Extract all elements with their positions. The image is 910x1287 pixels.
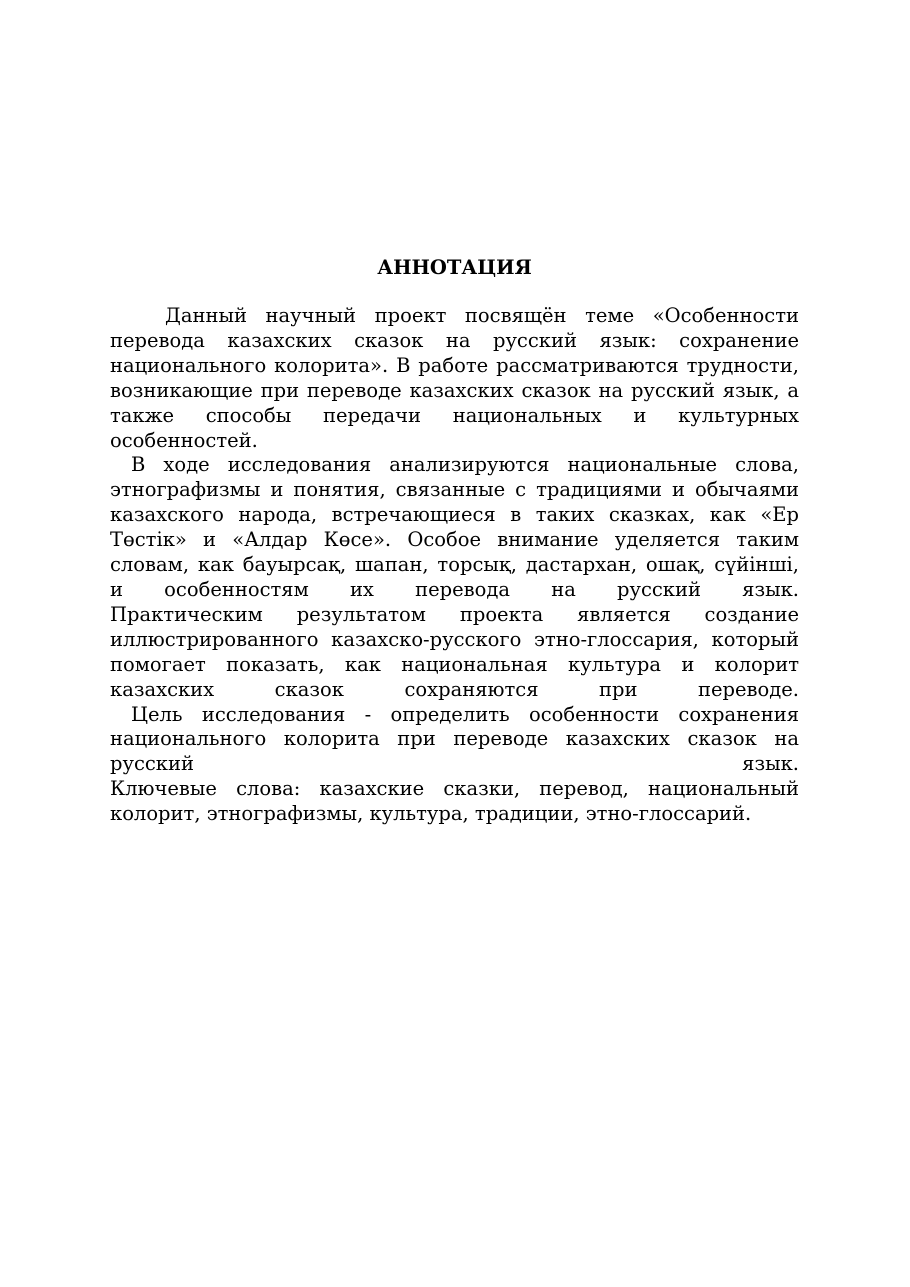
paragraph-goal: Цель исследования - определить особенности сохранения национального колорита при переводе казахских сказок на русский язык. (110, 702, 799, 776)
annotation-section (110, 256, 799, 827)
paragraph-keywords: Ключевые слова: казахские сказки, перевод, национальный колорит, этнографизмы, культура, традиции, этно-глоссарий. (110, 777, 799, 826)
page-title: АННОТАЦИЯ (377, 256, 532, 279)
paragraph-intro: Данный научный проект посвящён теме «Особенности перевода казахских сказок на русский язык: сохранение национального колорита». В работе рассматриваются трудности, возникающие при переводе казахских сказок на русский язык, а также способы передачи национальных и культурных особенностей. (110, 304, 799, 452)
paragraph-result: Практическим результатом проекта является создание иллюстрированного казахско-русского этно-глоссария, который помогает показать, как национальная культура и колорит казахских сказок сохраняются при переводе. (110, 602, 799, 701)
paragraph-research: В ходе исследования анализируются национальные слова, этнографизмы и понятия, связанные с традициями и обычаями казахского народа, встречающиеся в таких сказках, как «Ер Төстік» и «Алдар Көсе». Особое внимание уделяется таким словам, как бауырсақ, шапан, торсық, дастархан, ошақ, сүйінші, и особенностям их перевода на русский язык. (110, 453, 799, 601)
